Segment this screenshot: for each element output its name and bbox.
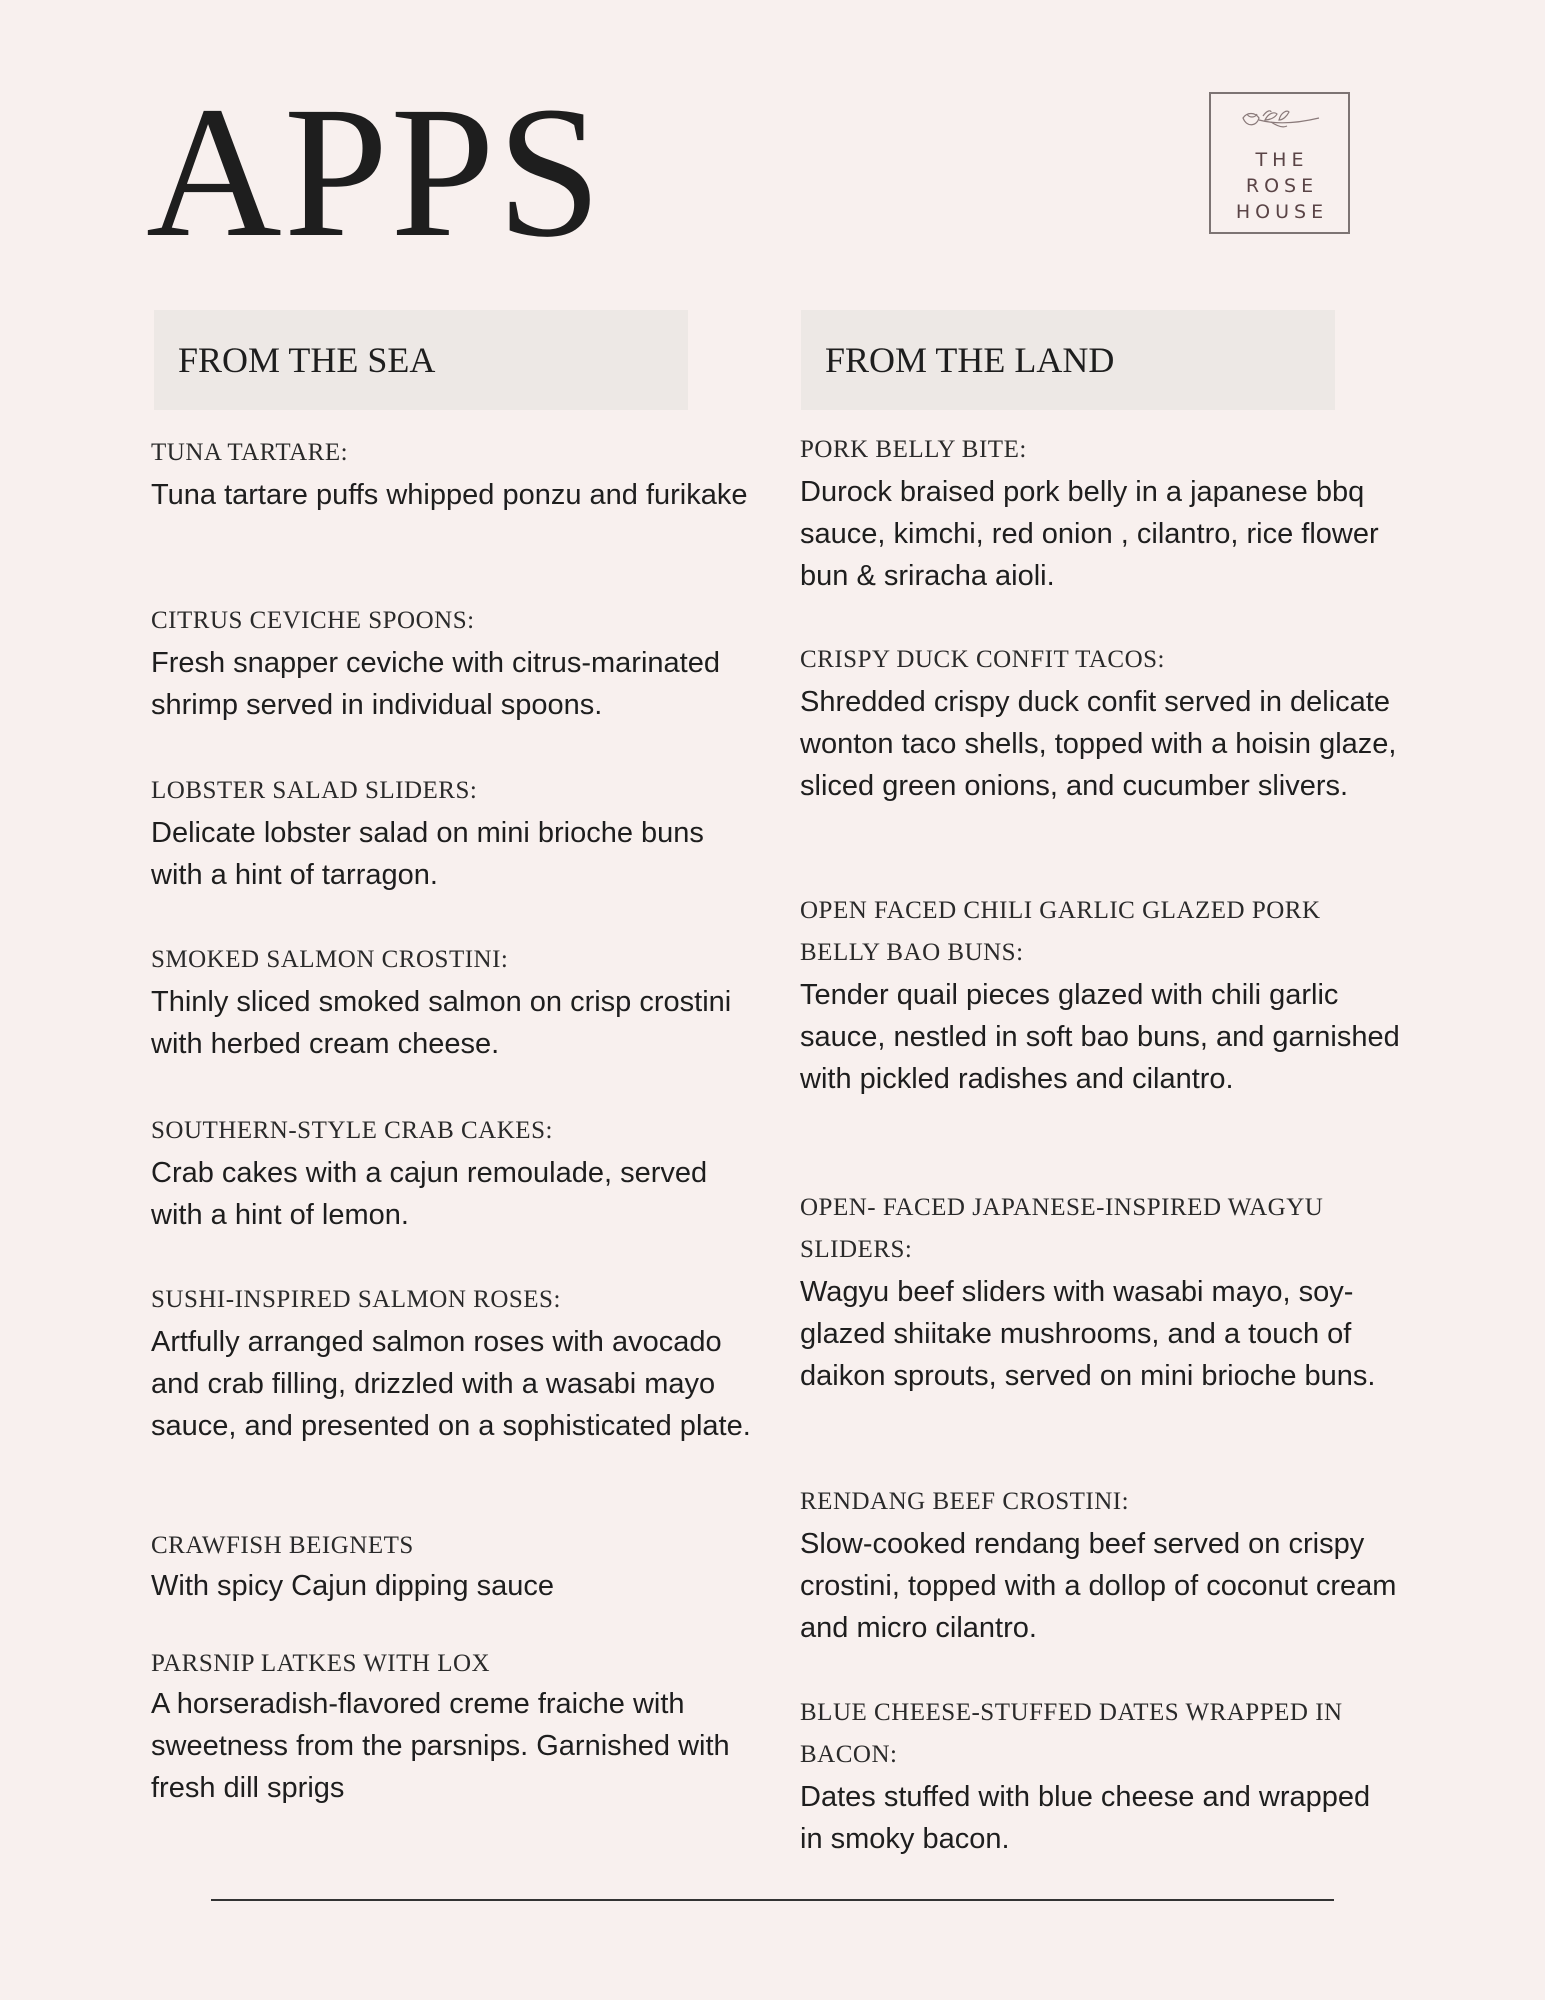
bottom-divider — [211, 1899, 1334, 1901]
menu-item — [800, 1481, 1400, 1649]
section-heading-sea: FROM THE SEA — [154, 310, 688, 410]
item-name: CITRUS CEVICHE SPOONS: — [151, 607, 475, 634]
item-name: TUNA TARTARE: — [151, 439, 349, 466]
item-description: With spicy Cajun dipping sauce — [151, 1570, 554, 1602]
logo-text-rose: ROSE — [1245, 175, 1319, 197]
item-description: Tender quail pieces glazed with chili garlic sauce, nestled in soft bao buns, and garnished with pickled radishes and cilantro. — [800, 979, 1400, 1095]
item-description: Durock braised pork belly in a japanese bbq sauce, kimchi, red onion , cilantro, rice flower bun & sriracha aioli. — [800, 476, 1379, 592]
item-name: CRISPY DUCK CONFIT TACOS: — [800, 646, 1165, 673]
item-description: Fresh snapper ceviche with citrus-marinated shrimp served in individual spoons. — [151, 647, 720, 721]
item-name: PARSNIP LATKES WITH LOX — [151, 1650, 491, 1677]
menu-item — [800, 890, 1400, 1100]
item-description: Wagyu beef sliders with wasabi mayo, soy-glazed shiitake mushrooms, and a touch of daikon sprouts, served on mini brioche buns. — [800, 1276, 1376, 1392]
item-name: PORK BELLY BITE: — [800, 436, 1027, 463]
item-description: Dates stuffed with blue cheese and wrapped in smoky bacon. — [800, 1781, 1371, 1855]
item-description: Shredded crispy duck confit served in delicate wonton taco shells, topped with a hoisin glaze, sliced green onions, and cucumber slivers. — [800, 686, 1397, 802]
item-description: Crab cakes with a cajun remoulade, served with a hint of lemon. — [151, 1157, 708, 1231]
item-name: CRAWFISH BEIGNETS — [151, 1532, 414, 1559]
item-description: A horseradish-flavored creme fraiche with sweetness from the parsnips. Garnished with fresh dill sprigs — [151, 1688, 730, 1804]
page-title: APPS — [146, 67, 604, 276]
menu-item — [151, 1279, 751, 1447]
logo — [1209, 92, 1350, 234]
item-description: Slow-cooked rendang beef served on crispy crostini, topped with a dollop of coconut cream and micro cilantro. — [800, 1528, 1397, 1644]
item-description: Tuna tartare puffs whipped ponzu and furikake — [151, 479, 748, 511]
menu-item — [800, 1187, 1400, 1397]
menu-item — [151, 600, 751, 726]
menu-item — [800, 1692, 1400, 1860]
menu-item — [800, 429, 1400, 597]
item-name: BLUE CHEESE-STUFFED DATES WRAPPED IN BACON: — [800, 1699, 1343, 1768]
menu-item — [151, 432, 751, 516]
item-name: RENDANG BEEF CROSTINI: — [800, 1488, 1130, 1515]
item-description: Thinly sliced smoked salmon on crisp crostini with herbed cream cheese. — [151, 986, 732, 1060]
logo-text-the: THE — [1255, 149, 1309, 171]
item-name: SOUTHERN-STYLE CRAB CAKES: — [151, 1117, 553, 1144]
menu-item — [151, 1527, 751, 1607]
section-heading-land: FROM THE LAND — [801, 310, 1335, 410]
item-name: OPEN- FACED JAPANESE-INSPIRED WAGYU SLIDERS: — [800, 1194, 1324, 1263]
menu-item — [151, 1645, 751, 1809]
menu-item — [151, 1110, 751, 1236]
item-name: SUSHI-INSPIRED SALMON ROSES: — [151, 1286, 561, 1313]
item-name: OPEN FACED CHILI GARLIC GLAZED PORK BELLY BAO BUNS: — [800, 897, 1321, 966]
menu-item — [800, 639, 1400, 807]
menu-item — [151, 770, 751, 896]
rose-icon — [1235, 108, 1325, 142]
item-name: LOBSTER SALAD SLIDERS: — [151, 777, 478, 804]
logo-text-house: HOUSE — [1235, 201, 1329, 223]
menu-item — [151, 939, 751, 1065]
item-description: Artfully arranged salmon roses with avocado and crab filling, drizzled with a wasabi mayo sauce, and presented on a sophisticated plate. — [151, 1326, 751, 1442]
item-name: SMOKED SALMON CROSTINI: — [151, 946, 509, 973]
item-description: Delicate lobster salad on mini brioche buns with a hint of tarragon. — [151, 817, 704, 891]
